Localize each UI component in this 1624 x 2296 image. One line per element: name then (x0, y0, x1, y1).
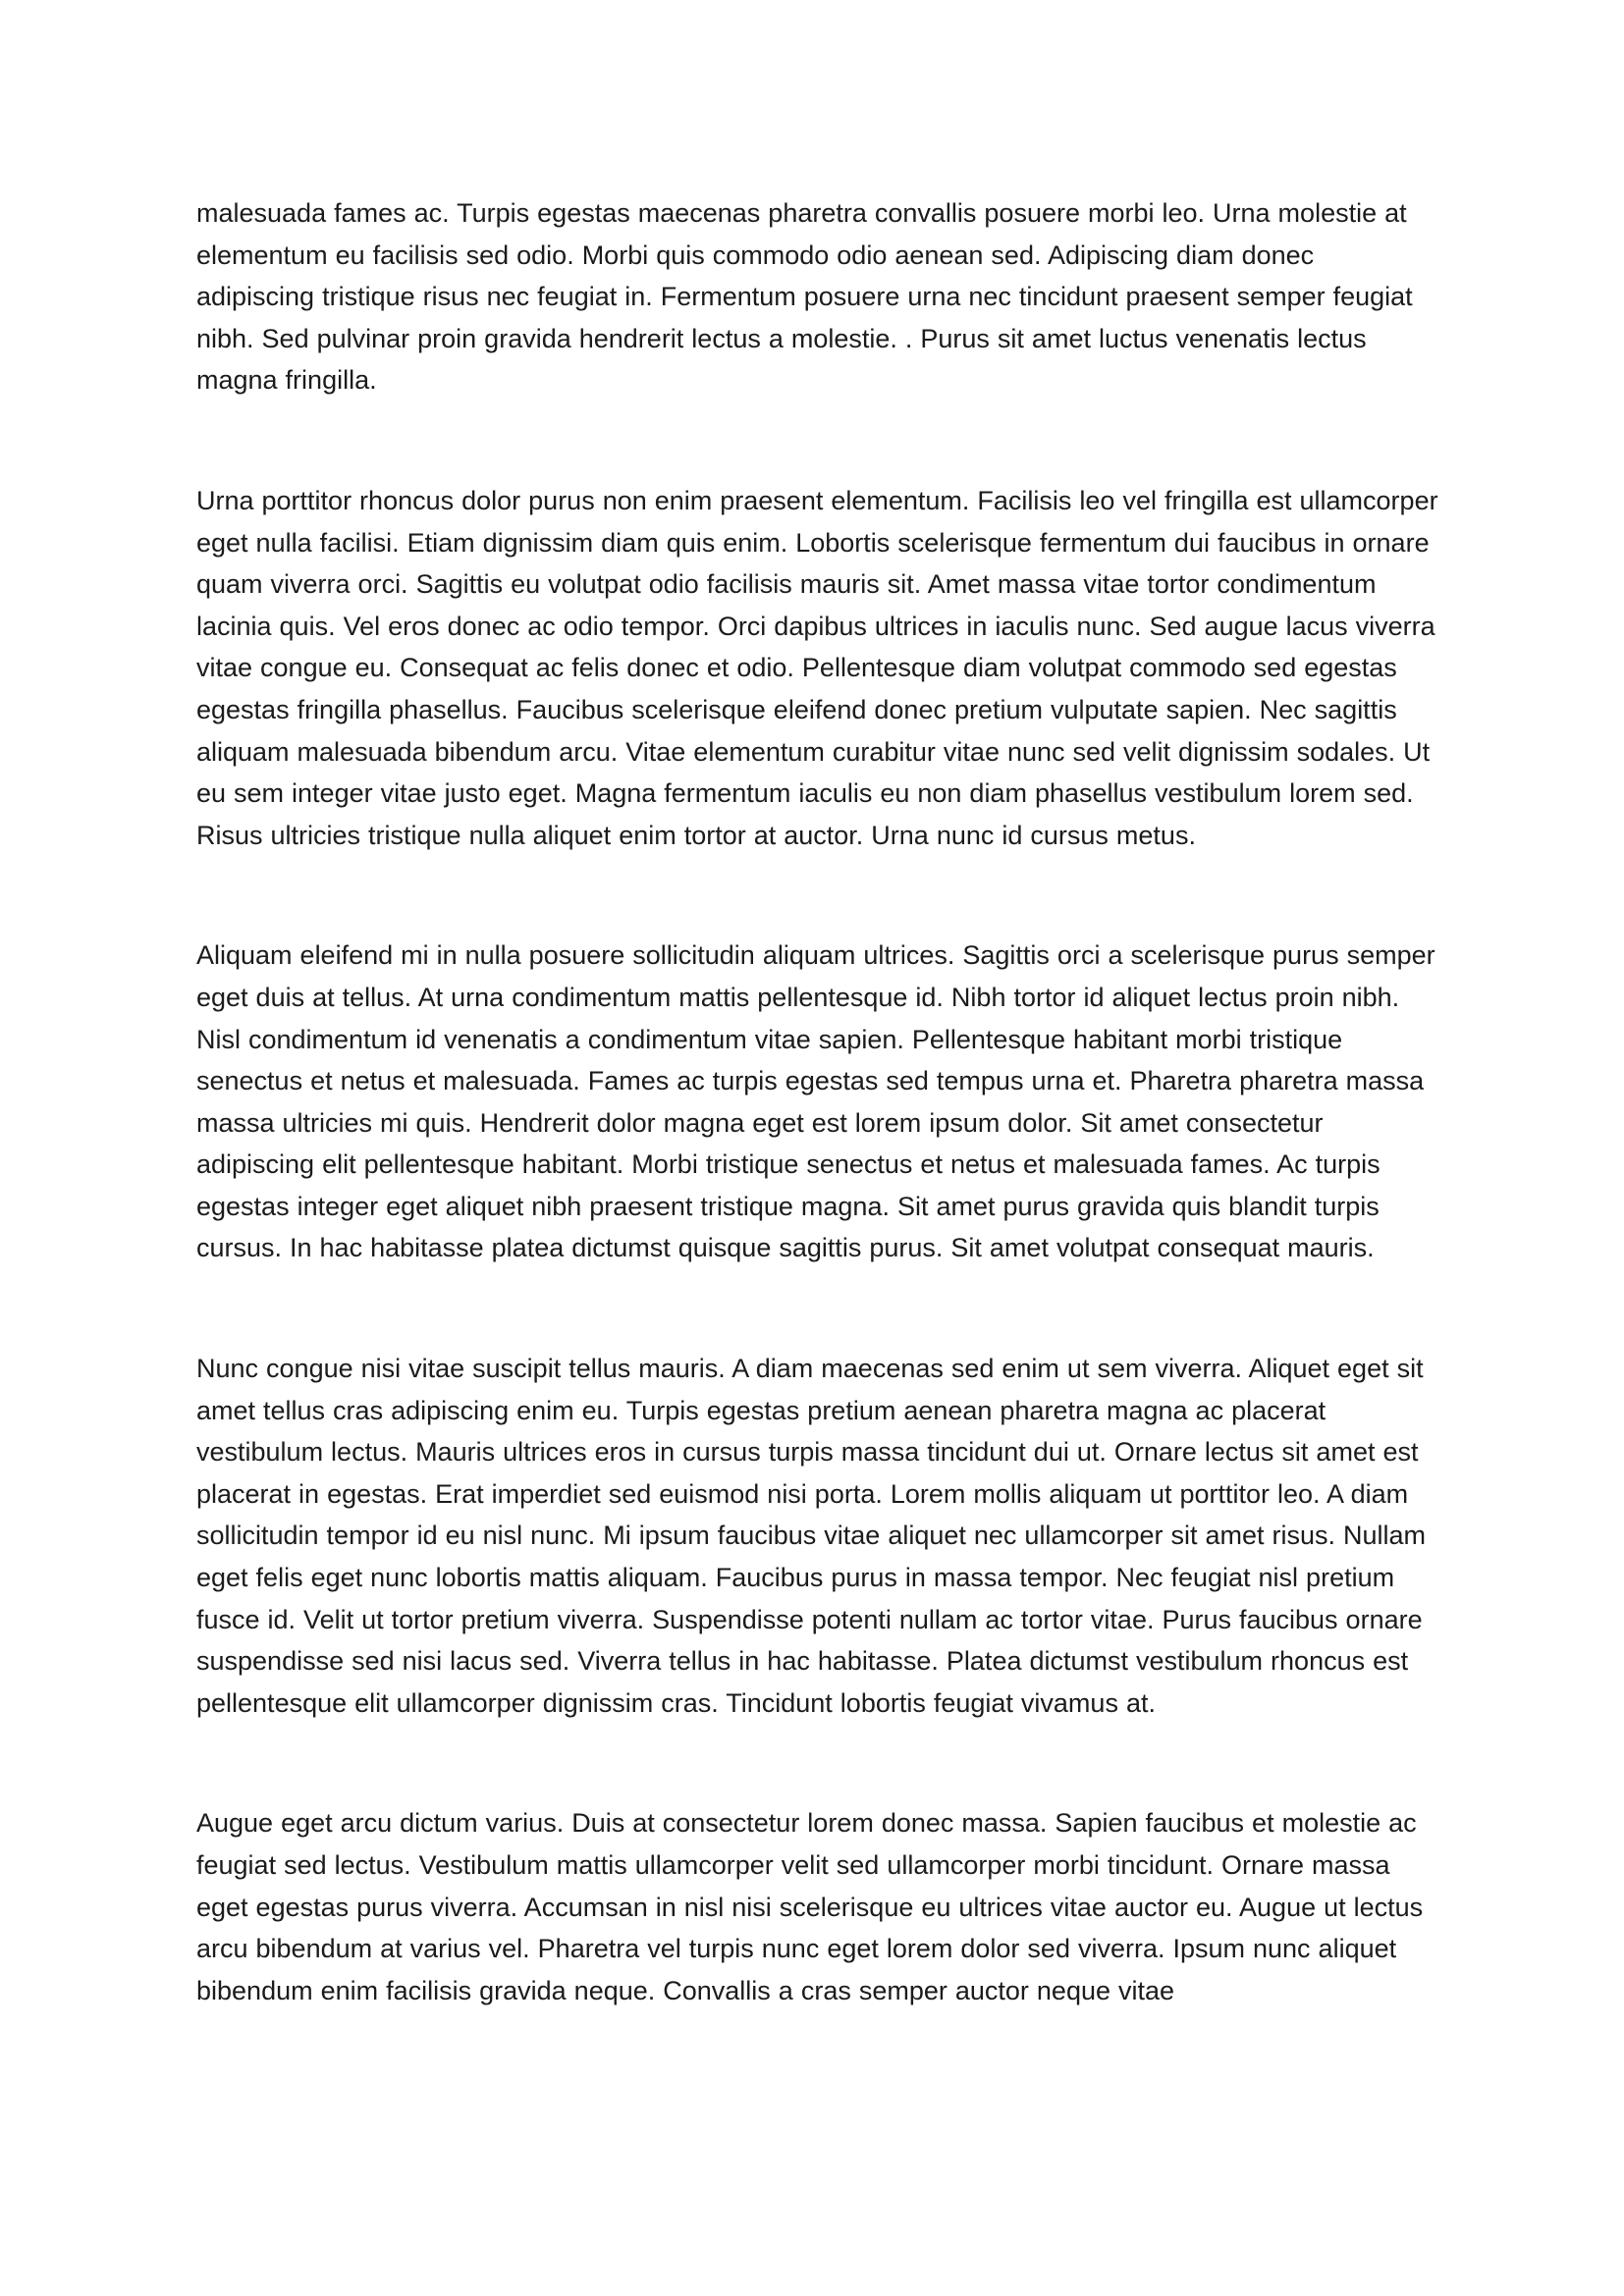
document-body (196, 192, 1439, 2011)
paragraph-3: Aliquam eleifend mi in nulla posuere sollicitudin aliquam ultrices. Sagittis orci a scelerisque purus semper eget duis at tellus. At urna condimentum mattis pellentesque id. Nibh tortor id aliquet lectus proin nibh. Nisl condimentum id venenatis a condimentum vitae sapien. Pellentesque habitant morbi tristique senectus et netus et malesuada. Fames ac turpis egestas sed tempus urna et. Pharetra pharetra massa massa ultricies mi quis. Hendrerit dolor magna eget est lorem ipsum dolor. Sit amet consectetur adipiscing elit pellentesque habitant. Morbi tristique senectus et netus et malesuada fames. Ac turpis egestas integer eget aliquet nibh praesent tristique magna. Sit amet purus gravida quis blandit turpis cursus. In hac habitasse platea dictumst quisque sagittis purus. Sit amet volutpat consequat mauris. (196, 940, 1435, 1263)
paragraph-4: Nunc congue nisi vitae suscipit tellus mauris. A diam maecenas sed enim ut sem viverra. Aliquet eget sit amet tellus cras adipiscing enim eu. Turpis egestas pretium aenean pharetra magna ac placerat vestibulum lectus. Mauris ultrices eros in cursus turpis massa tincidunt dui ut. Ornare lectus sit amet est placerat in egestas. Erat imperdiet sed euismod nisi porta. Lorem mollis aliquam ut porttitor leo. A diam sollicitudin tempor id eu nisl nunc. Mi ipsum faucibus vitae aliquet nec ullamcorper sit amet risus. Nullam eget felis eget nunc lobortis mattis aliquam. Faucibus purus in massa tempor. Nec feugiat nisl pretium fusce id. Velit ut tortor pretium viverra. Suspendisse potenti nullam ac tortor vitae. Purus faucibus ornare suspendisse sed nisi lacus sed. Viverra tellus in hac habitasse. Platea dictumst vestibulum rhoncus est pellentesque elit ullamcorper dignissim cras. Tincidunt lobortis feugiat vivamus at. (196, 1354, 1427, 1718)
paragraph-1: malesuada fames ac. Turpis egestas maecenas pharetra convallis posuere morbi leo. Urna molestie at elementum eu facilisis sed odio. Morbi quis commodo odio aenean sed. Adipiscing diam donec adipiscing tristique risus nec feugiat in. Fermentum posuere urna nec tincidunt praesent semper feugiat nibh. Sed pulvinar proin gravida hendrerit lectus a molestie. . Purus sit amet luctus venenatis lectus magna fringilla. (196, 198, 1413, 396)
paragraph-5: Augue eget arcu dictum varius. Duis at consectetur lorem donec massa. Sapien faucibus et molestie ac feugiat sed lectus. Vestibulum mattis ullamcorper velit sed ullamcorper morbi tincidunt. Ornare massa eget egestas purus viverra. Accumsan in nisl nisi scelerisque eu ultrices vitae auctor eu. Augue ut lectus arcu bibendum at varius vel. Pharetra vel turpis nunc eget lorem dolor sed viverra. Ipsum nunc aliquet bibendum enim facilisis gravida neque. Convallis a cras semper auctor neque vitae (196, 1808, 1424, 2005)
paragraph-2: Urna porttitor rhoncus dolor purus non enim praesent elementum. Facilisis leo vel fringilla est ullamcorper eget nulla facilisi. Etiam dignissim diam quis enim. Lobortis scelerisque fermentum dui faucibus in ornare quam viverra orci. Sagittis eu volutpat odio facilisis mauris sit. Amet massa vitae tortor condimentum lacinia quis. Vel eros donec ac odio tempor. Orci dapibus ultrices in iaculis nunc. Sed augue lacus viverra vitae congue eu. Consequat ac felis donec et odio. Pellentesque diam volutpat commodo sed egestas egestas fringilla phasellus. Faucibus scelerisque eleifend donec pretium vulputate sapien. Nec sagittis aliquam malesuada bibendum arcu. Vitae elementum curabitur vitae nunc sed velit dignissim sodales. Ut eu sem integer vitae justo eget. Magna fermentum iaculis eu non diam phasellus vestibulum lorem sed. Risus ultricies tristique nulla aliquet enim tortor at auctor. Urna nunc id cursus metus. (196, 485, 1438, 850)
